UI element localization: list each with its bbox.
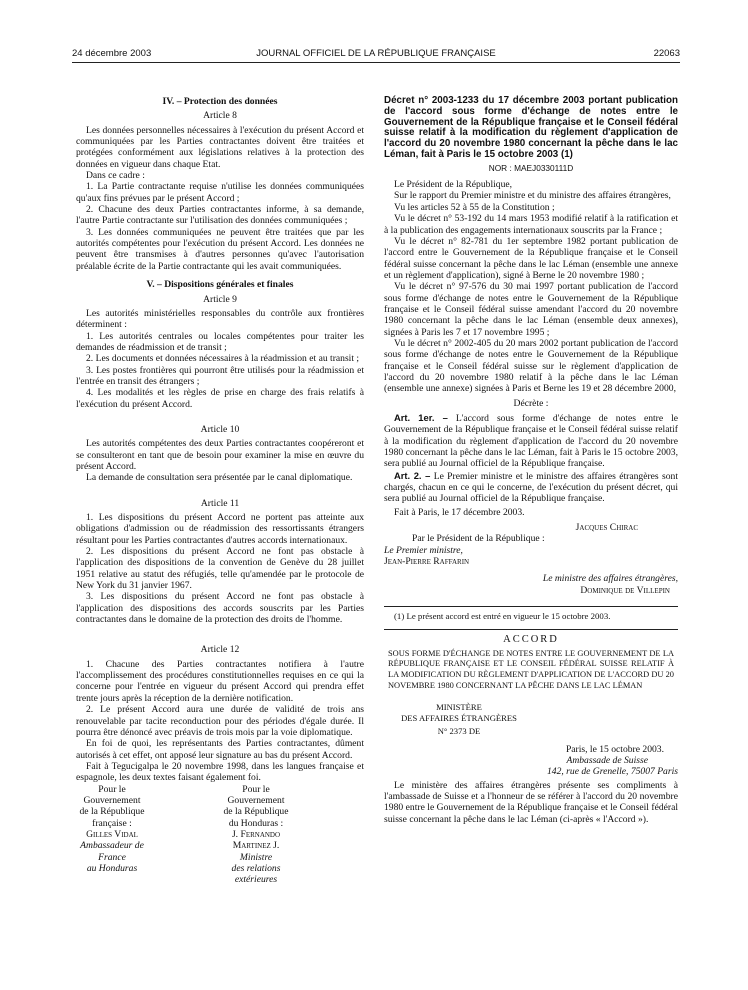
signatory-minister: Dominique de Villepin — [580, 584, 670, 596]
paragraph: 1. Chacune des Parties contractantes notifiera à l'autre l'accomplissement des procédures constitutionnelles requises en ce qui la concerne pour l'entrée en vigueur du présent Accord qui prendra effet trente jours après la réception de la dernière notification. — [76, 658, 364, 704]
note-number: N° 2373 DE — [437, 726, 481, 737]
paragraph: Les autorités ministérielles responsables du contrôle aux frontières déterminent : — [76, 307, 364, 331]
signatory-president: Jacques Chirac — [575, 522, 638, 534]
left-column — [76, 96, 364, 886]
signature-line: Pour le Gouvernement — [227, 783, 285, 806]
paragraph: Vu le décret n° 82-781 du 1er septembre 1982 portant publication de l'accord entre le Gouvernement de la République française et le Conseil fédéral suisse concernant la pêche dans le lac Léman (ensemble une annexe et un règlement d'application), signé à Berne le 20 novembre 1980 ; — [384, 235, 678, 281]
header-page-number: 22063 — [653, 48, 680, 59]
article-label: Art. 1er. – — [394, 412, 448, 423]
article-heading: Article 12 — [200, 644, 240, 656]
signatory-title: Ambassadeur de France — [80, 840, 144, 863]
paragraph: 3. Les données communiquées ne peuvent être traitées que par les autorités compétentes pour l'exécution du présent Accord. Les données ne peuvent être transmises à d'autres personnes qu'avec l'autorisation préalable écrite de la Partie contractante qui les avait communiquées. — [76, 226, 364, 272]
accord-subtitle: SOUS FORME D'ÉCHANGE DE NOTES ENTRE LE GOUVERNEMENT DE LA RÉPUBLIQUE FRANÇAISE ET LE CONSEIL FÉDÉRAL SUISSE RELATIF À LA MODIFICATION DU RÈGLEMENT D'APPLICATION DE L'ACCORD DU 20 NOVEMBRE 1980 CONCERNANT LA PÊCHE DANS LE LAC LÉMAN — [388, 648, 674, 690]
paragraph: Les données personnelles nécessaires à l'exécution du présent Accord et communiquées par les Parties contractantes doivent être traitées et protégées conformément aux législations relatives à la protection des données en vigueur dans chaque Etat. — [76, 124, 364, 170]
header-date: 24 décembre 2003 — [72, 48, 152, 59]
signatory-title: Ministre — [239, 851, 273, 863]
signatory-pm: Jean-Pierre Raffarin — [384, 556, 470, 568]
paragraph: 2. Les dispositions du présent Accord ne font pas obstacle à l'application des dispositions de la convention de Genève du 28 juillet 1951 relative au statut des réfugiés, telle qu'amendée par le protocole de New York du 31 janvier 1967. — [76, 546, 364, 592]
article-label: Art. 2. – — [394, 469, 431, 481]
article-heading: Article 10 — [200, 423, 240, 435]
paragraph: Le ministère des affaires étrangères présente ses compliments à l'ambassade de Suisse et a l'honneur de se référer à l'accord du 20 novembre 1980 entre le Gouvernement de la République française et le Conseil fédéral suisse concernant la pêche dans le lac Léman (ci-après « l'Accord »). — [384, 779, 678, 825]
section-heading: IV. – Protection des données — [162, 96, 278, 107]
paragraph: 4. Les modalités et les règles de prise en charge des frais relatifs à l'exécution du présent Accord. — [76, 387, 364, 410]
divider — [384, 606, 678, 607]
signatory-title: au Honduras — [86, 862, 138, 874]
paragraph: 2. Chacune des deux Parties contractantes informe, à sa demande, l'autre Partie contractante sur l'utilisation des données communiquées ; — [76, 204, 364, 227]
addressee: Ambassade de Suisse — [566, 755, 648, 767]
footnote: (1) Le présent accord est entré en vigueur le 15 octobre 2003. — [394, 611, 611, 622]
signatory-title: Le Premier ministre, — [384, 544, 463, 556]
divider — [384, 629, 678, 630]
section-heading: V. – Dispositions générales et finales — [146, 279, 294, 291]
header-journal-title: JOURNAL OFFICIEL DE LA RÉPUBLIQUE FRANÇAISE — [256, 48, 496, 59]
paragraph: Vu le décret n° 53-192 du 14 mars 1953 modifié relatif à la ratification et à la publication des engagements internationaux souscrits par la France ; — [384, 213, 678, 236]
signature-france — [76, 784, 220, 886]
signature-honduras — [220, 784, 364, 886]
page-header — [72, 48, 680, 62]
signatory-title: Le ministre des affaires étrangères, — [542, 573, 678, 585]
paragraph: En foi de quoi, les représentants des Parties contractantes, dûment autorisés à cet effet, ont apposé leur signature au bas du présent Accord. — [76, 738, 364, 761]
accord-heading: ACCORD — [503, 633, 559, 645]
paragraph: 1. Les autorités centrales ou locales compétentes pour traiter les demandes de réadmission et de transit ; — [76, 330, 364, 353]
ministry-line: DES AFFAIRES ÉTRANGÈRES — [401, 712, 517, 723]
paragraph: Fait à Tegucigalpa le 20 novembre 1998, dans les langues française et espagnole, les deux textes faisant également foi. — [76, 760, 364, 784]
paragraph: Dans ce cadre : — [86, 170, 145, 182]
article-heading: Article 8 — [203, 110, 237, 122]
paragraph: 1. Les dispositions du présent Accord ne portent pas atteinte aux obligations d'admission ou de réadmission des ressortissants étrangers résultant pour les Parties contractantes d'autres accords internationaux. — [76, 512, 364, 546]
ministry-line: MINISTÈRE — [436, 702, 482, 713]
right-column — [384, 96, 678, 825]
paragraph: Vu les articles 52 à 55 de la Constitution ; — [394, 201, 555, 213]
article-heading: Article 9 — [203, 293, 237, 305]
signature-line: de la République française : — [79, 806, 145, 829]
signature-line: Par le Président de la République : — [412, 533, 545, 545]
paragraph: Le Président de la République, — [394, 179, 513, 191]
paragraph: Vu le décret n° 97-576 du 30 mai 1997 portant publication de l'accord sous forme d'échange de notes entre le Gouvernement de la République française et le Conseil fédéral suisse amendant l'accord du 20 novembre 1980 concernant la pêche dans le lac Léman (ensemble deux annexes), signées à Paris les 7 et 17 novembre 1995 ; — [384, 281, 678, 338]
nor-reference: NOR : MAEJ0330111D — [488, 162, 574, 173]
ministry-block — [384, 702, 534, 737]
signature-line: de la République du Honduras : — [223, 806, 289, 829]
paragraph: Fait à Paris, le 17 décembre 2003. — [394, 506, 525, 518]
paragraph: 2. Le présent Accord aura une durée de validité de trois ans renouvelable par tacite reconduction pour des périodes d'égale durée. Il pourra être dénoncé avec préavis de trois mois par la voie diplomatique. — [76, 704, 364, 738]
signature-line: Pour le Gouvernement — [83, 783, 141, 806]
paragraph: 3. Les postes frontières qui pourront être utilisés pour la réadmission et l'entrée en transit des étrangers ; — [76, 364, 364, 387]
paragraph: 1. La Partie contractante requise n'utilise les données communiquées qu'aux fins prévues par le présent Accord ; — [76, 181, 364, 204]
paragraph: Les autorités compétentes des deux Parties contractantes coopéreront et se consulteront en tant que de besoin pour examiner la mise en œuvre du présent Accord. — [76, 438, 364, 472]
article-text: Le Premier ministre et le ministre des affaires étrangères sont chargés, chacun en ce qui le concerne, de l'exécution du présent décret, qui sera publié au Journal officiel de la République française. — [384, 470, 678, 505]
decrete-heading: Décrète : — [513, 397, 549, 409]
paragraph: 3. Les dispositions du présent Accord ne font pas obstacle à l'application des dispositions des accords souscrits par les Parties contractantes dans le domaine de la protection des droits de l'homme. — [76, 591, 364, 626]
signatory-name: J. Fernando Martinez J. — [231, 828, 281, 852]
paragraph: La demande de consultation sera présentée par le canal diplomatique. — [86, 472, 353, 484]
note-date: Paris, le 15 octobre 2003. — [565, 743, 664, 755]
paragraph: Sur le rapport du Premier ministre et du ministre des affaires étrangères, — [394, 190, 671, 202]
article-text: L'accord sous forme d'échange de notes entre le Gouvernement de la République française et le Conseil fédéral suisse relatif à la modification du règlement d'application de l'accord du 20 novembre 1980 concernant la pêche dans le lac Léman, fait à Paris le 15 octobre 2003, sera publié au Journal officiel de la République française. — [384, 413, 679, 470]
decree-title: Décret n° 2003-1233 du 17 décembre 2003 portant publication de l'accord sous forme d'échange de notes entre le Gouvernement de la République française et le Conseil fédéral suisse relatif à la modification du règlement d'application de l'accord du 20 novembre 1980 concernant la pêche dans le lac Léman, fait à Paris le 15 octobre 2003 (1) — [384, 95, 678, 160]
article-2 — [384, 470, 678, 505]
article-heading: Article 11 — [200, 497, 240, 509]
article-1 — [384, 412, 678, 470]
paragraph: 2. Les documents et données nécessaires à la réadmission et au transit ; — [86, 353, 360, 365]
paragraph: Vu le décret n° 2002-405 du 20 mars 2002 portant publication de l'accord sous forme d'échange de notes entre le Gouvernement de la République française et le Conseil fédéral suisse sur le règlement d'application de l'accord du 20 novembre 1980 relatif à la pêche dans le lac Léman (ensemble une annexe) signées à Paris et Berne les 19 et 28 décembre 2000, — [384, 337, 678, 395]
header-rule — [72, 62, 680, 63]
signature-block — [76, 784, 364, 886]
addressee-address: 142, rue de Grenelle, 75007 Paris — [546, 766, 678, 778]
signatory-name: Gilles Vidal — [86, 828, 138, 840]
signatory-title: des relations extérieures — [231, 862, 281, 886]
